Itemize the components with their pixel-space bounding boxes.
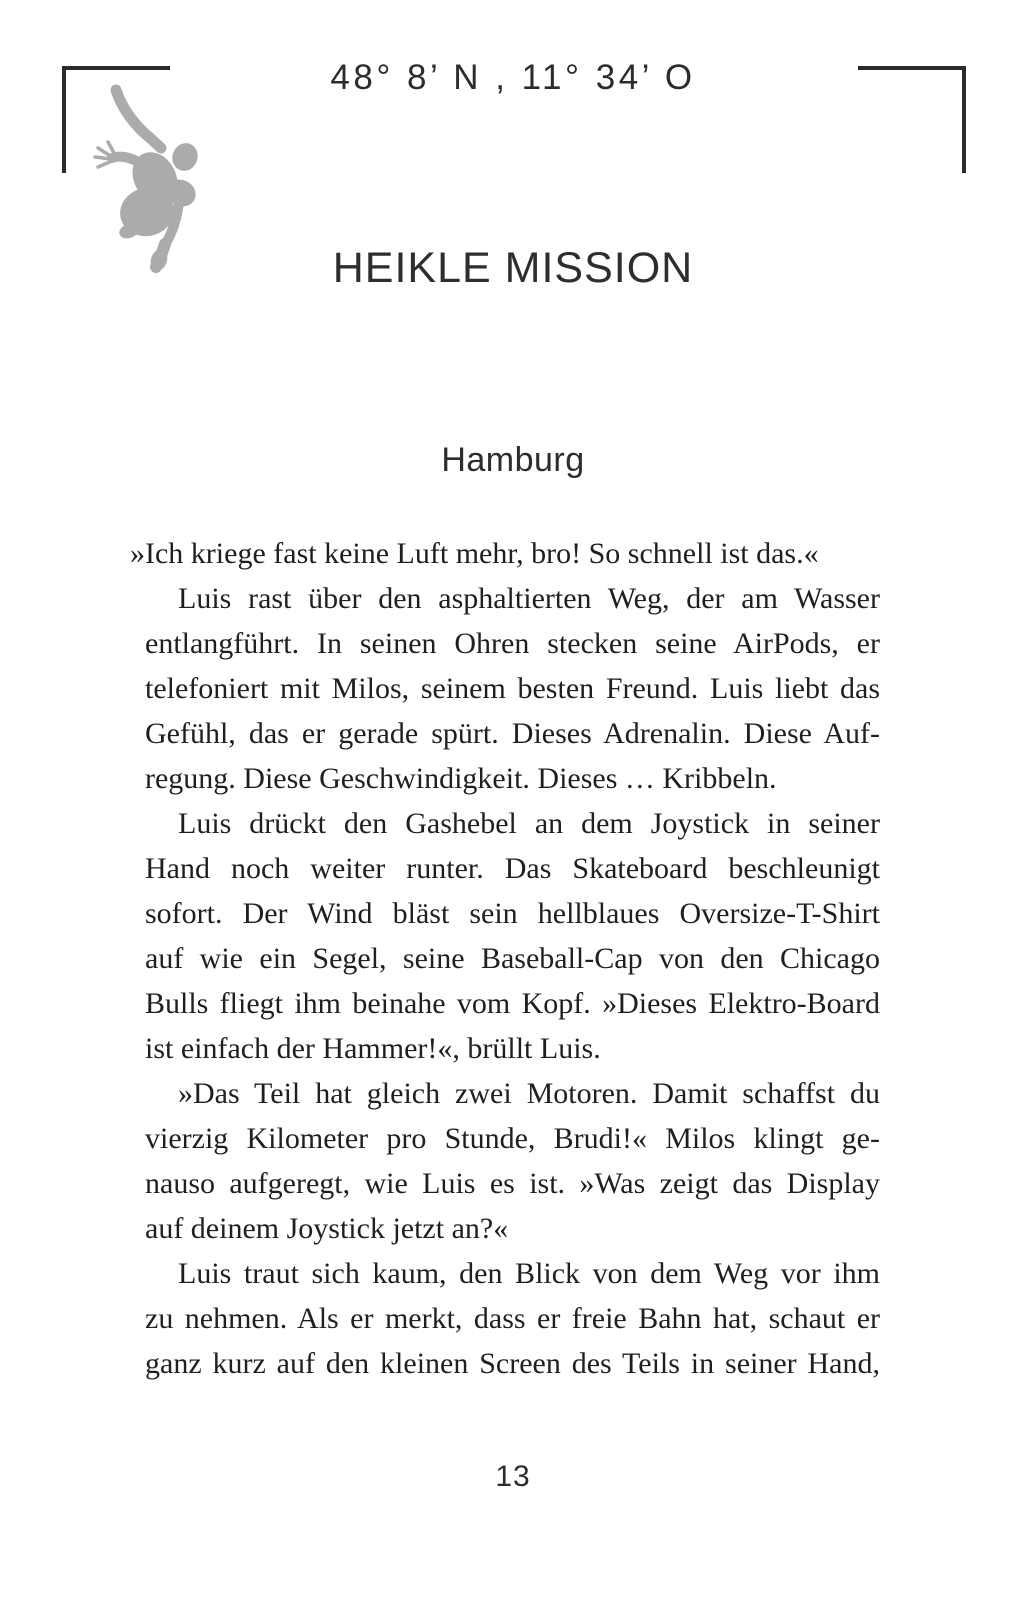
coordinates-header: 48° 8’ N , 11° 34’ O [330, 58, 696, 97]
body-line: zu nehmen. Als er merkt, dass er freie Bahn hat, schaut er [145, 1302, 880, 1335]
body-line: sofort. Der Wind bläst sein hellblaues Oversize-T-Shirt [145, 897, 880, 930]
body-line: entlangführt. In seinen Ohren stecken seine AirPods, er [145, 627, 880, 660]
body-line: Luis traut sich kaum, den Blick von dem Weg vor ihm [178, 1257, 880, 1290]
body-line: auf wie ein Segel, seine Baseball-Cap von den Chicago [145, 942, 880, 975]
body-line: telefoniert mit Milos, seinem besten Freund. Luis liebt das [145, 672, 880, 705]
body-line: »Das Teil hat gleich zwei Motoren. Damit schaffst du [178, 1077, 880, 1110]
body-line: Luis rast über den asphaltierten Weg, der am Wasser [178, 582, 880, 615]
body-line: Luis drückt den Gashebel an dem Joystick in seiner [178, 807, 880, 840]
chapter-title: HEIKLE MISSION [332, 244, 694, 292]
page-number: 13 [495, 1460, 531, 1493]
body-line: regung. Diese Geschwindigkeit. Dieses … Kribbeln. [145, 762, 777, 795]
body-line: Hand noch weiter runter. Das Skateboard beschleunigt [145, 852, 880, 885]
body-line: auf deinem Joystick jetzt an?« [145, 1212, 509, 1245]
body-line: »Ich kriege fast keine Luft mehr, bro! So schnell ist das.« [130, 537, 819, 570]
body-line: ist einfach der Hammer!«, brüllt Luis. [145, 1032, 601, 1065]
body-line: ganz kurz auf den kleinen Screen des Teils in seiner Hand, [145, 1347, 880, 1380]
body-line: Bulls fliegt ihm beinahe vom Kopf. »Dieses Elektro-Board [145, 987, 880, 1020]
body-text [130, 531, 880, 1386]
body-line: nauso aufgeregt, wie Luis es ist. »Was zeigt das Display [145, 1167, 880, 1200]
body-line: vierzig Kilometer pro Stunde, Brudi!« Milos klingt ge- [145, 1122, 880, 1155]
body-line: Gefühl, das er gerade spürt. Dieses Adrenalin. Diese Auf- [145, 717, 880, 750]
section-heading: Hamburg [441, 441, 585, 479]
